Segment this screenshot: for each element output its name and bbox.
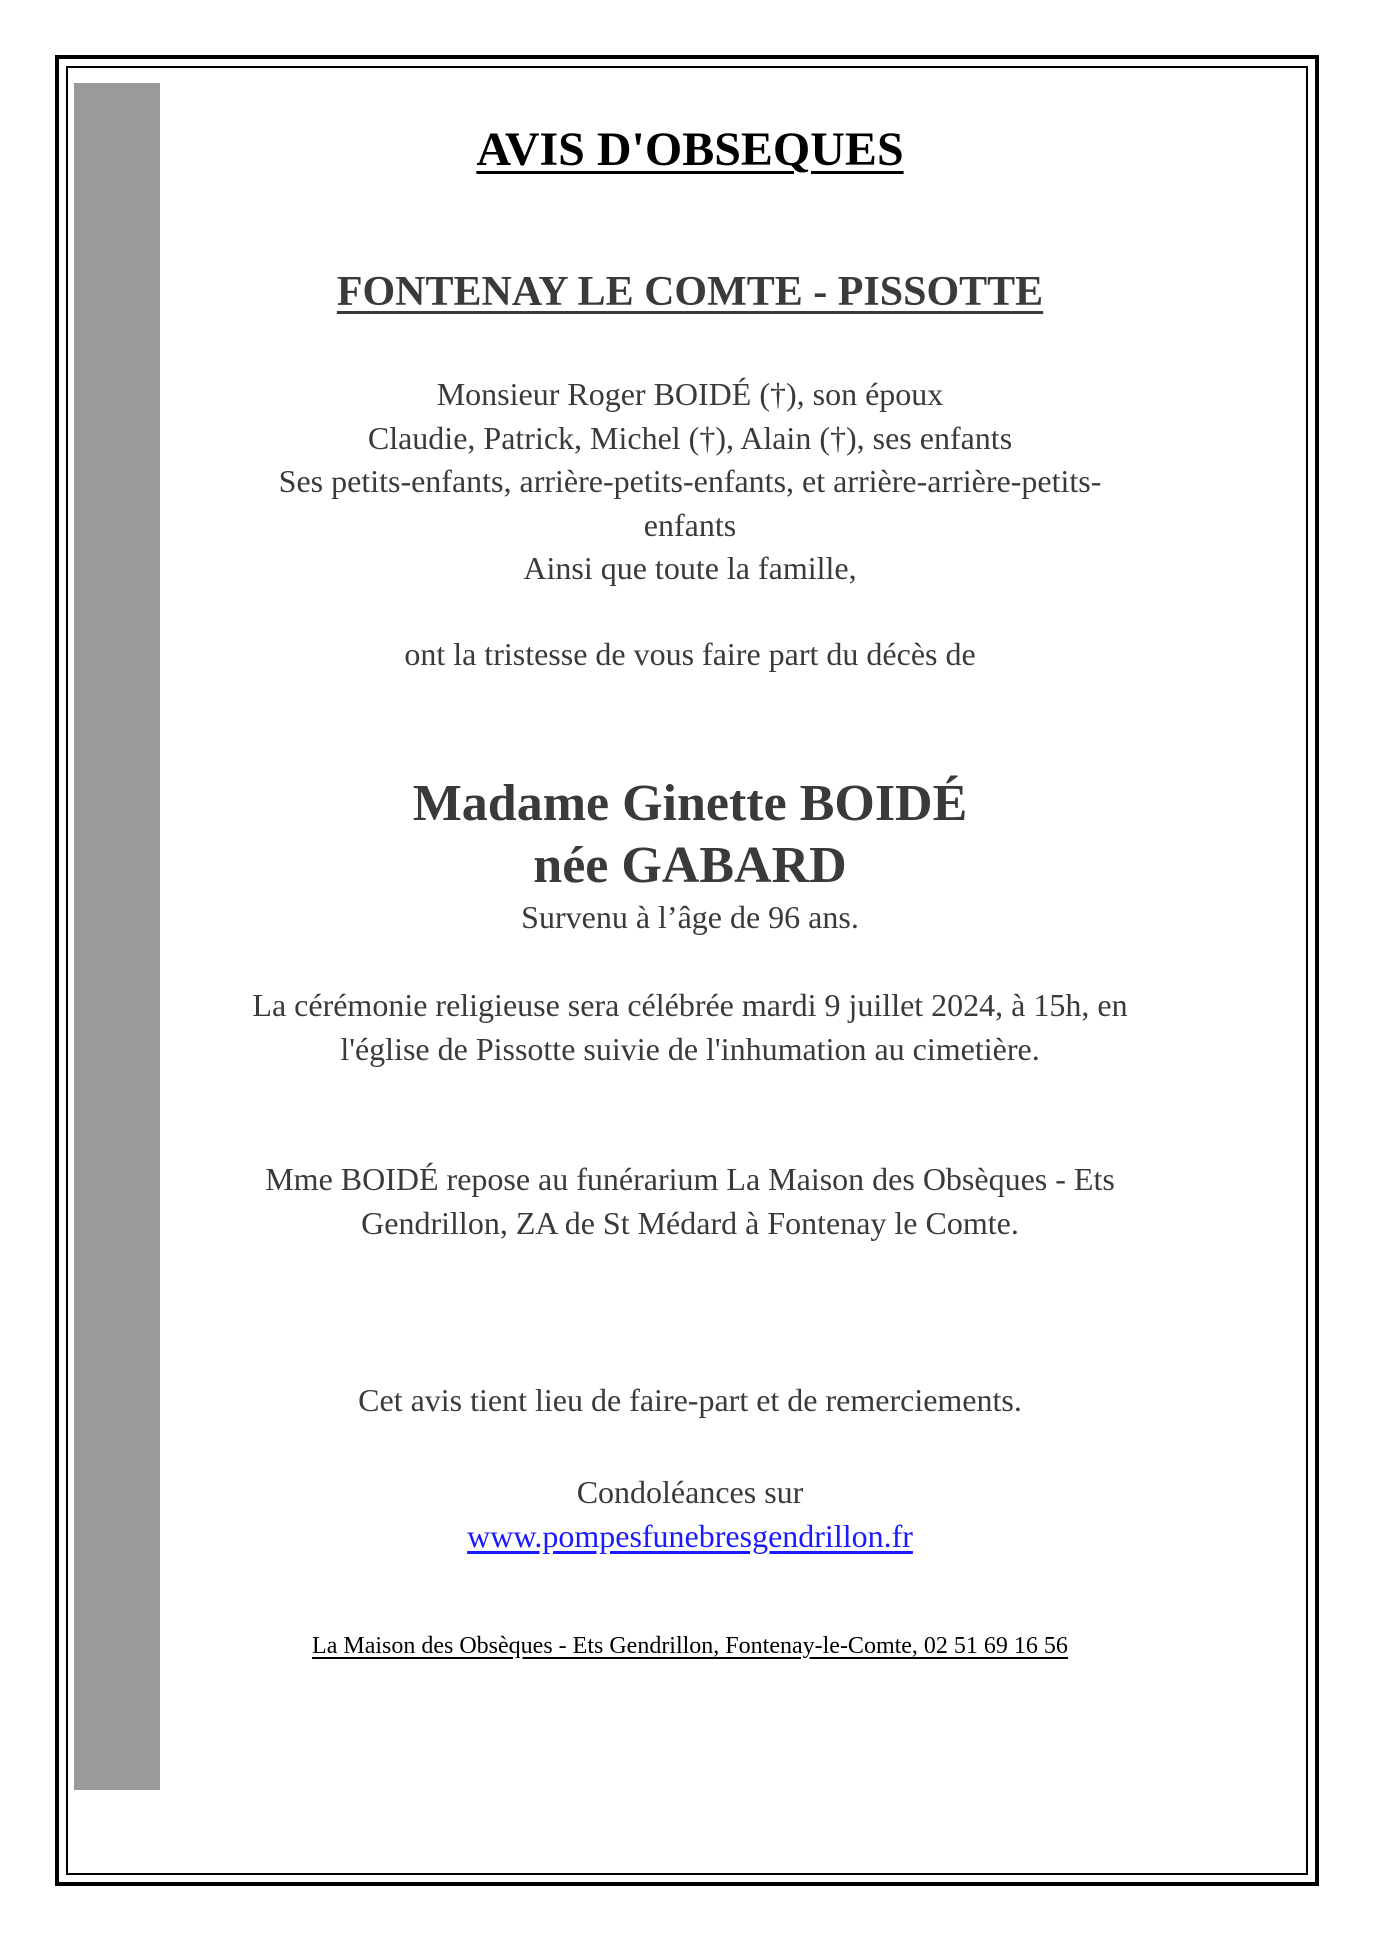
notice-text: Cet avis tient lieu de faire-part et de remerciements. bbox=[358, 1382, 1022, 1418]
ceremony-details bbox=[170, 983, 1210, 1071]
family-line: enfants bbox=[643, 506, 737, 543]
notice-title: AVIS D'OBSEQUES bbox=[476, 123, 904, 176]
family-list bbox=[170, 373, 1210, 591]
footer-contact: La Maison des Obsèques - Ets Gendrillon, Fontenay-le-Comte, 02 51 69 16 56 bbox=[312, 1633, 1068, 1659]
repose-line: Mme BOIDÉ repose au funérarium La Maison des Obsèques - Ets bbox=[265, 1161, 1115, 1197]
condolences-link[interactable]: www.pompesfunebresgendrillon.fr bbox=[467, 1518, 913, 1554]
family-line: Monsieur Roger BOIDÉ (†), son époux bbox=[436, 376, 944, 412]
announcement-text: ont la tristesse de vous faire part du décès de bbox=[404, 636, 976, 672]
inner-border bbox=[66, 66, 1308, 1875]
repose-details bbox=[170, 1157, 1210, 1245]
ceremony-line: l'église de Pissotte suivie de l'inhumation au cimetière. bbox=[340, 1031, 1040, 1067]
ceremony-line: La cérémonie religieuse sera célébrée mardi 9 juillet 2024, à 15h, en bbox=[252, 987, 1128, 1023]
family-line: Ainsi que toute la famille, bbox=[523, 550, 857, 586]
family-line: Ses petits-enfants, arrière-petits-enfants, et arrière-arrière-petits- bbox=[278, 463, 1102, 499]
condolences-label: Condoléances sur bbox=[576, 1474, 804, 1510]
repose-line: Gendrillon, ZA de St Médard à Fontenay le Comte. bbox=[361, 1205, 1019, 1241]
condolences-block bbox=[170, 1470, 1210, 1558]
decorative-side-bar bbox=[74, 83, 160, 1790]
deceased-name: Madame Ginette BOIDÉ bbox=[412, 775, 968, 832]
family-line: Claudie, Patrick, Michel (†), Alain (†), ses enfants bbox=[367, 419, 1013, 456]
deceased-block bbox=[170, 773, 1210, 897]
deceased-maiden-name: née GABARD bbox=[533, 837, 847, 894]
age-line: Survenu à l’âge de 96 ans. bbox=[521, 899, 859, 935]
location-heading: FONTENAY LE COMTE - PISSOTTE bbox=[336, 269, 1044, 315]
